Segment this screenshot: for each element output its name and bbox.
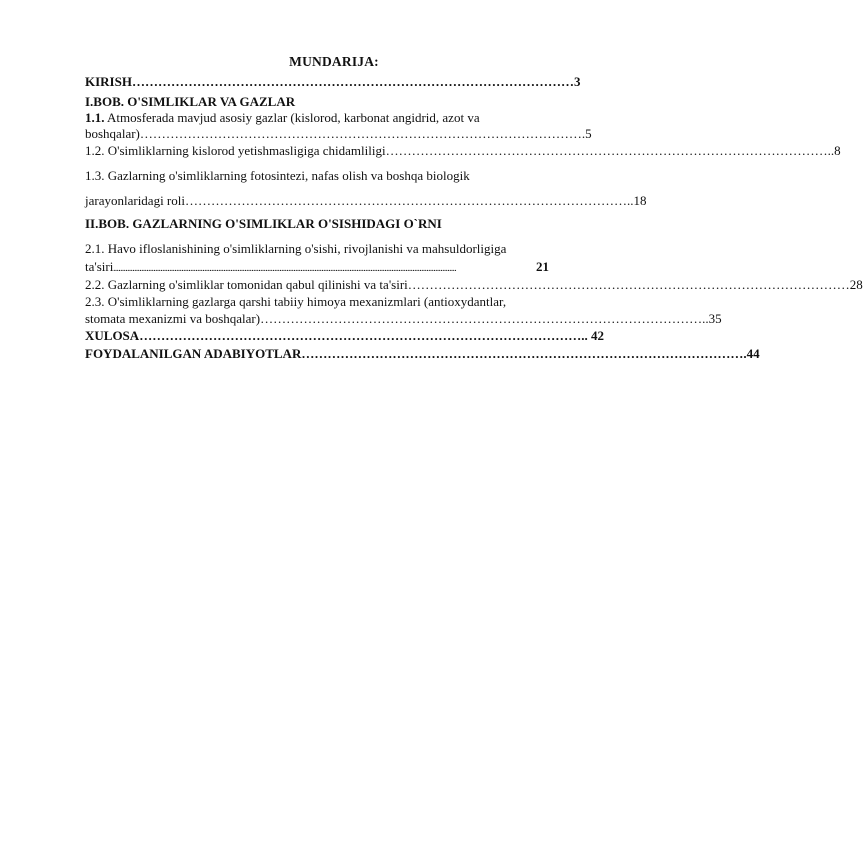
toc-entry-text: Atmosferada mavjud asosiy gazlar (kislorod, karbonat angidrid, azot va <box>104 110 480 125</box>
toc-page-number: .44 <box>743 346 760 361</box>
toc-title: MUNDARIJA: <box>289 54 379 69</box>
toc-chapter-1 <box>85 94 549 110</box>
toc-entry-text: jarayonlaridagi roli <box>85 193 185 208</box>
toc-entry-1-2 <box>85 143 841 159</box>
toc-entry-2-3-cont <box>85 311 722 327</box>
toc-entry-1-3-cont <box>85 193 647 209</box>
toc-entry-2-1 <box>85 241 549 257</box>
toc-entry-text: FOYDALANILGAN ADABIYOTLAR <box>85 346 302 361</box>
toc-entry-1-1 <box>85 110 549 126</box>
toc-entry-text: boshqalar) <box>85 126 140 141</box>
toc-entry-text: stomata mexanizmi va boshqalar) <box>85 311 261 326</box>
toc-entry-text: 1.3. Gazlarning o'simliklarning fotosintezi, nafas olish va boshqa biologik <box>85 168 470 183</box>
toc-entry-adabiyotlar <box>85 346 760 362</box>
toc-page-number: ..8 <box>827 143 841 158</box>
toc-leader-dots: ………………………………………………………………………………………… <box>139 328 582 343</box>
toc-entry-1-3 <box>85 168 549 184</box>
toc-leader-dots: ………………………………………………………………………………………… <box>131 74 574 89</box>
toc-leader-dots: ………………………………………………………………………………………… <box>407 277 850 292</box>
toc-chapter-2 <box>85 216 549 232</box>
toc-entry-text: 2.1. Havo ifloslanishining o'simliklarning o'sishi, rivojlanishi va mahsuldorligiga <box>85 241 507 256</box>
toc-leader-dots: ………………………………………………………………………………………… <box>185 193 627 208</box>
toc-entry-2-2 <box>85 277 863 293</box>
toc-entry-text: 2.3. O'simliklarning gazlarga qarshi tabiiy himoya mexanizmlari (antioxydantlar, <box>85 294 507 309</box>
toc-leader-dots: ………………………………………………………………………………………… <box>139 126 582 141</box>
toc-page-number: 28 <box>849 277 863 292</box>
toc-entry-2-1-cont <box>85 259 549 277</box>
toc-page-number: .. 42 <box>581 328 604 343</box>
toc-entry-number: 1.1. <box>85 110 105 125</box>
toc-entry-text: 2.2. Gazlarning o'simliklar tomonidan qabul qilinishi va ta'siri <box>85 277 408 292</box>
toc-page-number: 21 <box>536 259 549 274</box>
toc-entry-text: II.BOB. GAZLARNING O'SIMLIKLAR O'SISHIDAGI O`RNI <box>85 216 442 231</box>
toc-entry-text: KIRISH <box>85 74 132 89</box>
toc-page-number: ..18 <box>627 193 647 208</box>
toc-entry-text: 1.2. O'simliklarning kislorod yetishmasligiga chidamliligi <box>85 143 386 158</box>
toc-page-number: .5 <box>581 126 592 141</box>
toc-leader-dots: .................................................................................................................................................................................................... <box>113 265 457 273</box>
toc-entry-text: I.BOB. O'SIMLIKLAR VA GAZLAR <box>85 94 296 109</box>
toc-entry-kirish <box>85 74 581 90</box>
toc-leader-dots: ………………………………………………………………………………………… <box>301 346 744 361</box>
toc-entry-xulosa <box>85 328 604 344</box>
toc-leader-dots: ………………………………………………………………………………………… <box>260 311 703 326</box>
toc-page-number: 3 <box>573 74 581 89</box>
toc-leader-dots: ………………………………………………………………………………………… <box>385 143 828 158</box>
toc-entry-2-3 <box>85 294 549 310</box>
toc-entry-text: XULOSA <box>85 328 140 343</box>
toc-entry-1-1-cont <box>85 126 592 142</box>
toc-page-number: ..35 <box>702 311 722 326</box>
toc-entry-text: ta'siri <box>85 259 114 274</box>
